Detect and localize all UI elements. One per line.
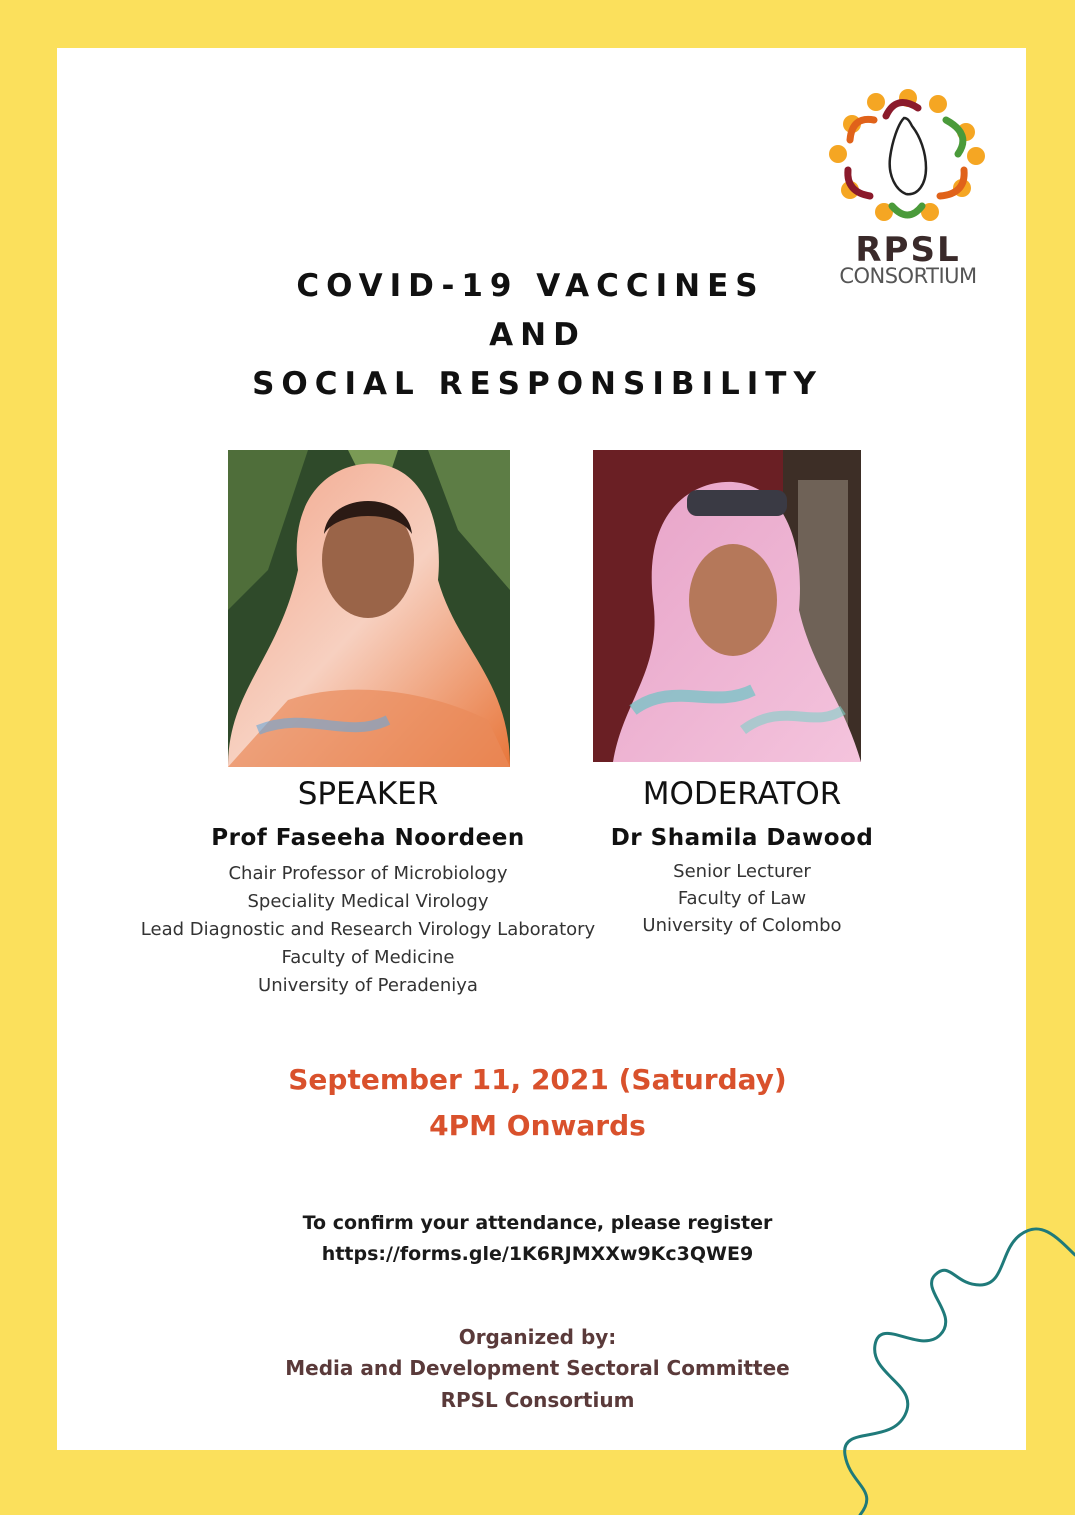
event-date: September 11, 2021 (Saturday) xyxy=(288,1063,787,1096)
title-line-2: AND xyxy=(489,317,586,353)
event-time: 4PM Onwards xyxy=(429,1109,646,1142)
logo-subtext: CONSORTIUM xyxy=(839,264,977,288)
squiggle-decoration-icon xyxy=(820,1215,1075,1515)
moderator-line-2: Faculty of Law xyxy=(677,888,807,909)
speaker-line-3: Lead Diagnostic and Research Virology Laboratory xyxy=(140,919,596,940)
title-line-3: SOCIAL RESPONSIBILITY xyxy=(252,366,823,402)
speaker-role: SPEAKER xyxy=(297,776,439,812)
speaker-line-1: Chair Professor of Microbiology xyxy=(228,863,508,884)
speaker-line-5: University of Peradeniya xyxy=(258,975,478,996)
speaker-line-2: Speciality Medical Virology xyxy=(247,891,489,912)
moderator-line-3: University of Colombo xyxy=(642,915,842,936)
moderator-name: Dr Shamila Dawood xyxy=(610,825,874,851)
registration-link[interactable]: https://forms.gle/1K6RJMXXw9Kc3QWE9 xyxy=(321,1243,754,1265)
organizer-line-2: RPSL Consortium xyxy=(440,1388,635,1412)
organizer-label: Organized by: xyxy=(458,1325,617,1349)
moderator-line-1: Senior Lecturer xyxy=(673,861,811,882)
speaker-affiliation xyxy=(118,860,618,1000)
speaker-name: Prof Faseeha Noordeen xyxy=(211,825,525,851)
speaker-photo xyxy=(228,450,510,767)
title-line-1: COVID-19 VACCINES xyxy=(296,268,765,304)
logo-word: RPSL xyxy=(855,230,961,270)
registration-prompt: To confirm your attendance, please register xyxy=(302,1212,773,1234)
moderator-photo xyxy=(593,450,861,762)
moderator-role: MODERATOR xyxy=(642,776,842,812)
moderator-affiliation xyxy=(592,858,892,939)
organizer-line-1: Media and Development Sectoral Committee xyxy=(285,1356,790,1380)
speaker-line-4: Faculty of Medicine xyxy=(281,947,455,968)
logo-emblem-icon xyxy=(826,84,990,234)
